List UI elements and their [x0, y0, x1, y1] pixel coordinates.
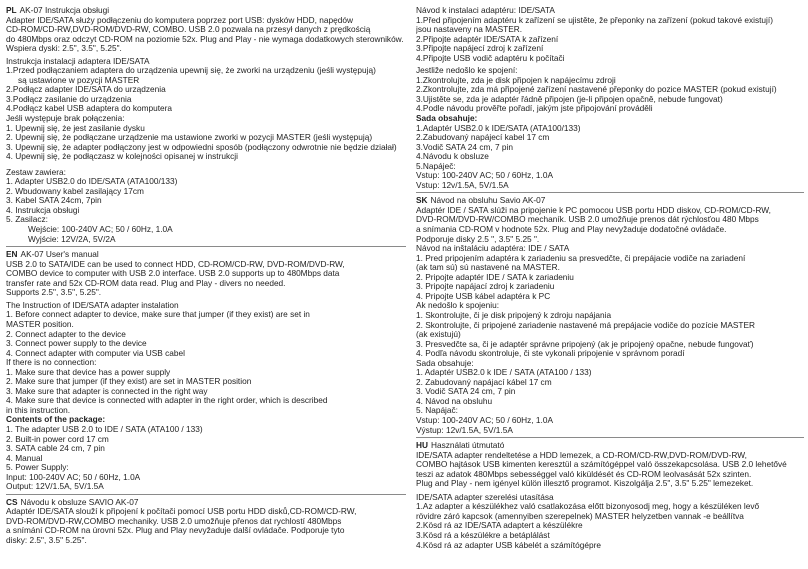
content-item: 1.Adaptér USB2.0 k IDE/SATA (ATA100/133): [416, 123, 581, 133]
step: 1.Před připojením adaptéru k zařízení se ujistěte, že přeponky na zařízení (pokud takové existují): [416, 15, 773, 25]
step: 3.Kösd rá a készülékre a betáplálást: [416, 530, 550, 540]
section-heading-hu: [416, 441, 804, 451]
content-item: 5. Napájač:: [416, 406, 458, 416]
section-heading-sk: [416, 196, 804, 206]
step: 3.Připojte napájecí zdroj k zařízení: [416, 44, 544, 54]
text-line: Podporuje disky 2.5 ", 3.5" 5.25 ".: [416, 234, 540, 244]
psu-spec: Vstup: 100-240V AC; 50 / 60Hz, 1.0A: [416, 415, 553, 425]
subheading: If there is no connection:: [6, 358, 97, 368]
language-code: SK: [416, 195, 428, 206]
step: 3.Podłącz zasilanie do urządzenia: [6, 94, 132, 104]
step: 4.Kösd rá az adapter USB kábelét a számítógépre: [416, 540, 601, 550]
step: 1. Make sure that device has a power supply: [6, 367, 171, 377]
subheading: Contents of the package:: [6, 415, 106, 425]
step: 3. Upewnij się, że adapter podłączony jest w odpowiedni sposób (podłączony odwrotnie nie będzie działał): [6, 142, 397, 152]
step: 2. Skontrolujte, či pripojené zariadenie nastavené má prepájacie vodiče do pozície MASTER: [416, 320, 755, 330]
section-cs-continued: [416, 6, 804, 190]
text-line: Adaptér IDE/SATA slouží k připojení k počítači pomocí USB portu HDD disků,CD-ROM/CD-RW,: [6, 507, 357, 517]
step: 3. Connect power supply to the device: [6, 339, 147, 349]
content-item: 1. Adapter USB2.0 do IDE/SATA (ATA100/133): [6, 177, 178, 187]
content-item: 5.Napáječ:: [416, 161, 456, 171]
step: 4. Connect adapter with computer via USB cabel: [6, 348, 185, 358]
section-title: Návod na obsluhu Savio AK-07: [430, 195, 546, 206]
content-item: 5. Zasilacz:: [6, 215, 48, 225]
subheading: The Instruction of IDE/SATA adapter instalation: [6, 300, 179, 310]
language-code: CS: [6, 496, 18, 507]
step: 1.Az adapter a készülékhez való csatlakozása előtt bizonyosodj meg, hogy a készüléken levő: [416, 502, 760, 512]
step: 1.Zkontrolujte, zda je disk připojen k napájecímu zdroji: [416, 75, 616, 85]
step: 1. Upewnij się, że jest zasilanie dysku: [6, 123, 145, 133]
content-item: 3.Vodič SATA 24 cm, 7 pin: [416, 142, 514, 152]
psu-spec: Výstup: 12v/1.5A, 5V/1.5A: [416, 425, 513, 435]
divider: [416, 192, 804, 193]
content-item: 4. Instrukcja obsługi: [6, 205, 80, 215]
step: 1. Before connect adapter to device, make sure that jumper (if they exist) are set in: [6, 310, 310, 320]
divider: [6, 246, 406, 247]
step: 3. Presvedčte sa, či je adaptér správne pripojený (ak je pripojený opačne, nebude fungovať): [416, 339, 754, 349]
step: 3.Ujistěte se, zda je adaptér řádně připojen (je-li připojen opačně, nebude fungovat): [416, 94, 723, 104]
text-line: DVD-ROM/DVD-RW/COMBO mechaník. USB 2.0 umožňuje prenos dát rýchlosťou 480 Mbps: [416, 215, 759, 225]
text-line: transfer rate and 52x CD-ROM data read. Plug and Play - divers no needed.: [6, 278, 286, 288]
step: 2.Připojte adaptér IDE/SATA k zařízení: [416, 34, 559, 44]
psu-spec: Input: 100-240V AC; 50 / 60Hz, 1.0A: [6, 472, 141, 482]
content-item: 3. Vodič SATA 24 cm, 7 pin: [416, 387, 516, 397]
section-title: Használati útmutató: [430, 440, 505, 451]
language-code: HU: [416, 440, 428, 451]
subheading: IDE/SATA adapter szerelési utasítása: [416, 492, 554, 502]
psu-spec: Vstup: 12v/1.5A, 5V/1.5A: [416, 180, 509, 190]
psu-spec: Output: 12V/1.5A, 5V/1.5A: [6, 482, 104, 492]
step: 4.Připojte USB vodič adaptéru k počítači: [416, 53, 565, 63]
subheading: Návod k instalaci adaptéru: IDE/SATA: [416, 6, 555, 15]
content-item: 4.Návodu k obsluze: [416, 152, 489, 162]
subheading: Jestliže nedošlo ke spojení:: [416, 66, 518, 76]
psu-spec: Vstup: 100-240V AC; 50 / 60Hz, 1.0A: [416, 171, 553, 181]
step: 3. Pripojte napájací zdroj k zariadeniu: [416, 282, 555, 292]
step: 1. Pred pripojením adaptéra k zariadeniu sa presvedčte, či prepájacie vodiče na zariadení: [416, 253, 746, 263]
section-title: Návodu k obsluze SAVIO AK-07: [20, 496, 139, 507]
step: 4.Podłącz kabel USB adaptera do komputera: [6, 104, 173, 114]
step: 4. Pripojte USB kábel adaptéra k PC: [416, 291, 551, 301]
content-item: 2. Zabudovaný napájací kábel 17 cm: [416, 377, 552, 387]
subheading: Sada obsahuje:: [416, 358, 474, 368]
step: 2. Pripojte adaptér IDE / SATA k zariadeniu: [416, 272, 574, 282]
text-line: Adapter IDE/SATA służy podłączeniu do komputera poprzez port USB: dysków HDD, napędów: [6, 15, 353, 25]
step: (ak existujú): [416, 330, 461, 340]
section-hu: [416, 441, 804, 550]
text-line: Adaptér IDE / SATA slúži na pripojenie k PC pomocou USB portu HDD diskov, CD-ROM/CD-RW,: [416, 205, 771, 215]
section-cs: [6, 498, 406, 546]
text-line: teszi az adatok 480Mbps sebességgel való kiküldését és CD-ROM leolvasását 52x szinten.: [416, 469, 752, 479]
text-line: Supports 2.5", 3.5", 5.25".: [6, 288, 102, 298]
step: 2. Connect adapter to the device: [6, 329, 126, 339]
section-heading-en: [6, 250, 406, 260]
subheading: Instrukcja instalacji adaptera IDE/SATA: [6, 56, 150, 66]
section-en: [6, 250, 406, 492]
step: 4.Podle návodu prověřte pořadí, jakým jste připojování prováděli: [416, 104, 653, 114]
content-item: 2.Zabudovaný napájecí kabel 17 cm: [416, 133, 550, 143]
language-code: PL: [6, 5, 17, 15]
step: 2.Zkontrolujte, zda má připojené zařízení nastavené přeponky do pozice MASTER (pokud existují): [416, 85, 777, 95]
content-item: 3. Kabel SATA 24cm, 7pin: [6, 196, 102, 206]
step: jsou nastaveny na MASTER.: [416, 25, 523, 35]
content-item: 2. Built-in power cord 17 cm: [6, 434, 109, 444]
subheading: Jeśli występuje brak połączenia:: [6, 114, 125, 124]
section-heading-cs: [6, 498, 406, 508]
content-item: 1. The adapter USB 2.0 to IDE / SATA (ATA100 / 133): [6, 424, 203, 434]
section-title: AK-07 Instrukcja obsługi: [19, 5, 110, 15]
section-pl: [6, 6, 406, 244]
step: MASTER position.: [6, 319, 74, 329]
text-line: a snímania CD-ROM v hodnote 52x. Plug and Play nevyžaduje dodatočné ovládače.: [416, 225, 727, 235]
text-line: Wspiera dyski: 2.5", 3.5", 5.25".: [6, 44, 122, 54]
text-line: DVD-ROM/DVD-RW,COMBO mechaniky. USB 2.0 umožňuje přenos dat rychlostí 480Mbps: [6, 516, 342, 526]
content-item: 5. Power Supply:: [6, 463, 69, 473]
step: 1. Skontrolujte, či je disk pripojený k zdroju napájania: [416, 310, 612, 320]
content-item: 4. Manual: [6, 453, 43, 463]
divider: [6, 494, 406, 495]
subheading: Ak nedošlo k spojeniu:: [416, 301, 500, 311]
text-line: do 480Mbps oraz odczyt CD-ROM na poziomie 52x. Plug and Play - nie wymaga dodatkowych sterowników.: [6, 34, 404, 44]
section-sk: [416, 196, 804, 435]
psu-spec: Wejście: 100-240V AC; 50 / 60Hz, 1.0A: [28, 225, 173, 235]
step: 2.Podłącz adapter IDE/SATA do urządzenia: [6, 85, 166, 95]
text-line: COMBO hajtások USB kimenten keresztül a számítógéppel való összekapcsolása. USB 2.0 lehetővé: [416, 460, 787, 470]
content-item: 3. SATA cable 24 cm, 7 pin: [6, 444, 105, 454]
content-item: 2. Wbudowany kabel zasilający 17cm: [6, 186, 144, 196]
step: in this instruction.: [6, 405, 71, 415]
content-item: 4. Návod na obsluhu: [416, 396, 493, 406]
step: 4. Podľa návodu skontroluje, či ste vykonali pripojenie v správnom poradí: [416, 349, 685, 359]
subheading: Sada obsahuje:: [416, 114, 478, 124]
psu-spec: Wyjście: 12V/2A, 5V/2A: [28, 234, 116, 244]
subheading: Zestaw zawiera:: [6, 167, 66, 177]
text-line: disky: 2.5", 3.5" 5.25".: [6, 535, 87, 545]
step: 1.Przed podłączaniem adaptera do urządzenia upewnij się, że zworki na urządzeniu (jeśli występują): [6, 66, 376, 76]
text-line: CD-ROM/CD-RW,DVD-ROM/DVD-RW, COMBO. USB 2.0 pozwala na przesył danych z prędkością: [6, 25, 371, 35]
left-column: [6, 6, 406, 546]
step: (ak tam sú) sú nastavené na MASTER.: [416, 263, 560, 273]
subheading: Návod na inštaláciu adaptéra: IDE / SATA: [416, 244, 570, 254]
text-line: Plug and Play - nem igényel külön illesztő programot. Kiszolgálja 2.5", 3.5" 5.25" lemezeket.: [416, 479, 754, 489]
step: rövidre záró kapcsok (amennyiben szerepelnek) MASTER helyzetben vannak -e beállítva: [416, 511, 744, 521]
step: 2. Make sure that jumper (if they exist) are set in MASTER position: [6, 377, 252, 387]
step: są ustawione w pozycji MASTER: [18, 75, 140, 85]
section-title: AK-07 User's manual: [20, 249, 99, 260]
section-heading-pl: [6, 6, 406, 16]
step: 4. Upewnij się, że podłączasz w kolejności opisanej w instrukcji: [6, 152, 238, 162]
step: 3. Make sure that adapter is connected in the right way: [6, 386, 208, 396]
content-item: 1. Adaptér USB2.0 k IDE / SATA (ATA100 / 133): [416, 368, 592, 378]
language-code: EN: [6, 249, 18, 260]
divider: [416, 437, 804, 438]
text-line: COMBO device to computer with USB 2.0 interface. USB 2.0 supports up to 480Mbps data: [6, 269, 340, 279]
text-line: a snímání CD-ROM na úrovni 52x. Plug and Play nevyžaduje další ovládače. Podporuje tyto: [6, 526, 345, 536]
text-line: USB 2.0 to SATA/IDE can be used to connect HDD, CD-ROM/CD-RW, DVD-ROM/DVD-RW,: [6, 259, 345, 269]
step: 2.Kösd rá az IDE/SATA adaptert a készülékre: [416, 521, 583, 531]
step: 4. Make sure that device is connected with adapter in the right order, which is described: [6, 396, 328, 406]
step: 2. Upewnij się, że podłączane urządzenie ma ustawione zworki w pozycji MASTER (jeśli występują): [6, 133, 373, 143]
text-line: IDE/SATA adapter rendeltetése a HDD lemezek, a CD-ROM/CD-RW,DVD-ROM/DVD-RW,: [416, 450, 747, 460]
right-column: [416, 6, 804, 550]
